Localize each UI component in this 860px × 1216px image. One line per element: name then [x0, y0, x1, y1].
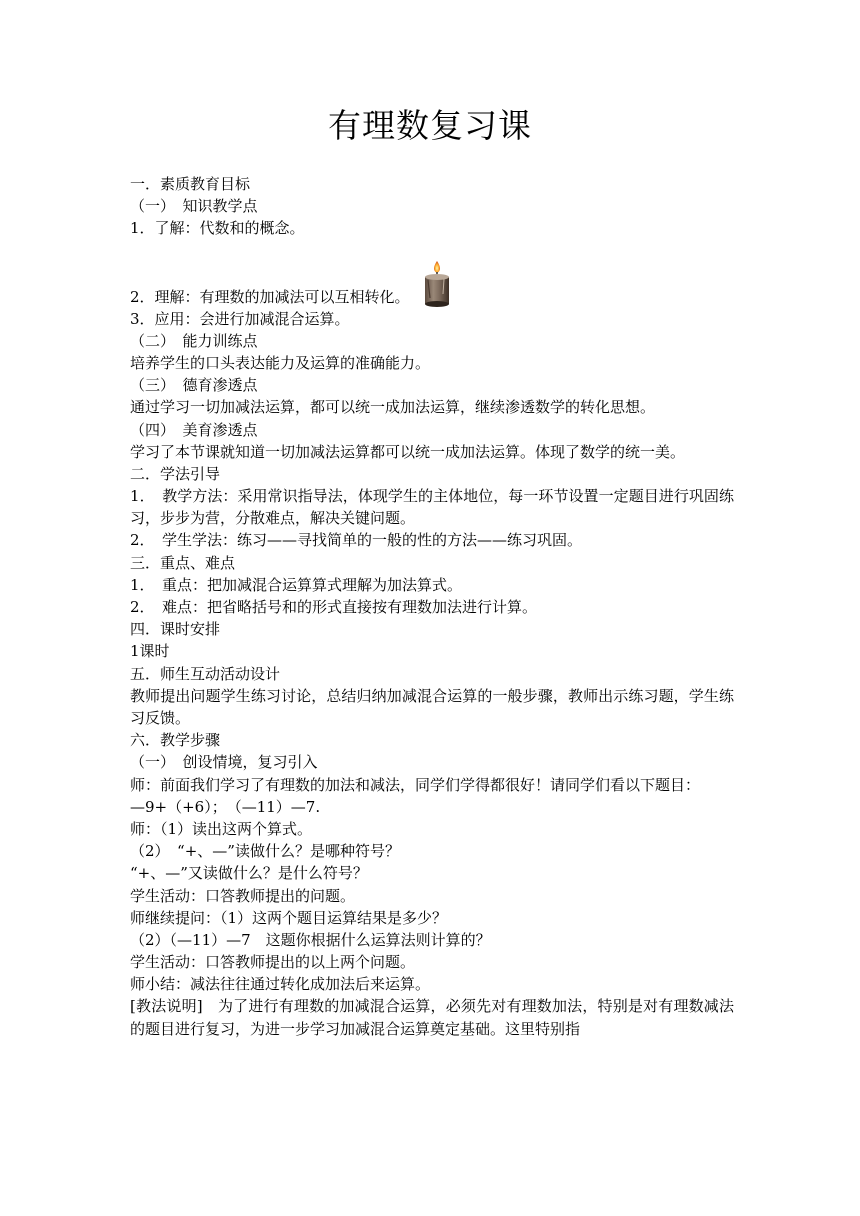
paragraph: 教师提出问题学生练习讨论，总结归纳加减混合运算的一般步骤，教师出示练习题，学生练习反馈。 [130, 686, 734, 727]
subsection-heading: （三） 德育渗透点 [130, 376, 258, 395]
subsection-heading: （一） 创设情境，复习引入 [130, 753, 318, 772]
paragraph: 1．了解：代数和的概念。 [130, 219, 305, 238]
section-heading: 五．师生互动活动设计 [130, 664, 281, 683]
paragraph-text: 2．理解：有理数的加减法可以互相转化。 [130, 287, 410, 306]
paragraph: （2） “+、—”读做什么？是哪种符号？ [130, 842, 400, 861]
paragraph: 1． 教学方法：采用常识指导法，体现学生的主体地位，每一环节设置一定题目进行巩固练习，步步为营，分散难点，解决关键问题。 [130, 487, 734, 528]
section-heading: 六．教学步骤 [130, 731, 221, 750]
paragraph: 学生活动：口答教师提出的问题。 [130, 886, 356, 905]
paragraph: （2）（—11）—7 这题你根据什么运算法则计算的？ [130, 930, 491, 949]
paragraph: [教法说明] 为了进行有理数的加减混合运算，必须先对有理数加法，特别是对有理数减法的题目进行复习，为进一步学习加减混合运算奠定基础。这里特别指 [130, 997, 734, 1038]
paragraph: 学生活动：口答教师提出的以上两个问题。 [130, 953, 416, 972]
subsection-heading: （四） 美育渗透点 [130, 420, 258, 439]
subsection-heading: （一） 知识教学点 [130, 197, 258, 216]
paragraph: 2． 学生学法：练习——寻找简单的一般的性的方法——练习巩固。 [130, 531, 583, 550]
paragraph: 通过学习一切加减法运算，都可以统一成加法运算，继续渗透数学的转化思想。 [130, 398, 656, 417]
section-heading: 三．重点、难点 [130, 553, 236, 572]
paragraph: 培养学生的口头表达能力及运算的准确能力。 [130, 353, 431, 372]
paragraph: 师小结：减法往往通过转化成加法后来运算。 [130, 975, 431, 994]
paragraph: 师：前面我们学习了有理数的加法和减法，同学们学得都很好！请同学们看以下题目： [130, 775, 701, 794]
section-heading: 四．课时安排 [130, 620, 221, 639]
paragraph: 学习了本节课就知道一切加减法运算都可以统一成加法运算。体现了数学的统一美。 [130, 442, 686, 461]
paragraph: 1课时 [130, 642, 170, 661]
document-body [130, 173, 734, 1040]
math-expression: —9+（+6）； （—11）—7. [130, 797, 321, 816]
paragraph: 1． 重点：把加减混合运算算式理解为加法算式。 [130, 575, 463, 594]
page-title: 有理数复习课 [328, 106, 532, 145]
section-heading: 二．学法引导 [130, 464, 221, 483]
paragraph: 3．应用：会进行加减混合运算。 [130, 309, 350, 328]
section-heading: 一．素质教育目标 [130, 175, 251, 193]
subsection-heading: （二） 能力训练点 [130, 331, 258, 350]
paragraph: 师继续提问：（1）这两个题目运算结果是多少？ [130, 908, 448, 927]
candle-icon [420, 258, 454, 310]
paragraph: 师：（1）读出这两个算式。 [130, 819, 313, 838]
paragraph: 2． 难点：把省略括号和的形式直接按有理数加法进行计算。 [130, 598, 538, 617]
paragraph-with-image [130, 240, 734, 308]
paragraph: “+、—”又读做什么？是什么符号？ [130, 864, 368, 883]
